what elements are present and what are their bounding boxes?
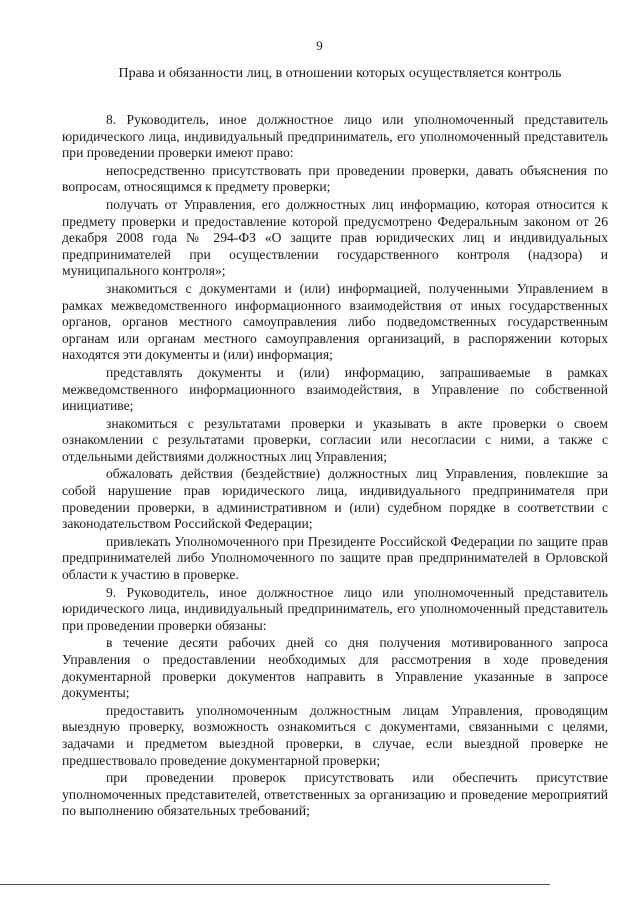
paragraph: предоставить уполномоченным должностным лицам Управления, проводящим выездную проверку, возможность ознакомиться с документами, связанными с целями, задачами и предметом выездной проверки, в случае, если выездной проверке не предшествовало проведение документарной проверки;	[62, 702, 608, 768]
paragraph: обжаловать действия (бездействие) должностных лиц Управления, повлекшие за собой нарушение прав юридического лица, индивидуального предпринимателя при проведении проверки, в административном и (или) судебном порядке в соответствии с законодательством Российской Федерации;	[62, 466, 608, 532]
section-heading: Права и обязанности лиц, в отношении которых осуществляется контроль	[118, 66, 562, 81]
paragraph-9: 9. Руководитель, иное должностное лицо или уполномоченный представитель юридического лица, индивидуальный предприниматель, его уполномоченный представитель при проведении проверки обязаны:	[62, 584, 608, 633]
paragraph: представлять документы и (или) информацию, запрашиваемые в рамках межведомственного информационного взаимодействия, в Управление по собственной инициативе;	[62, 364, 608, 414]
paragraph: привлекать Уполномоченного при Президенте Российской Федерации по защите прав предпринимателей либо Уполномоченного по защите прав предпринимателей в Орловской области к участию в проверке.	[62, 533, 608, 583]
paragraph: получать от Управления, его должностных лиц информацию, которая относится к предмету проверки и предоставление которой предусмотрено Федеральным законом от 26 декабря 2008 года № 294-ФЗ «О защите прав юридических лиц и индивидуальных предпринимателей при осуществлении государственного контроля (надзора) и муниципального контроля»;	[62, 196, 608, 279]
paragraph: знакомиться с документами и (или) информацией, полученными Управлением в рамках межведомственного информационного взаимодействия от иных государственных органов, органов местного самоуправления либо подведомственных государственным органам или органам местного самоуправления организаций, в распоряжении которых находятся эти документы и (или) информация;	[62, 280, 608, 363]
paragraph: знакомиться с результатами проверки и указывать в акте проверки о своем ознакомлении с результатами проверки, согласии или несогласии с ними, а также с отдельными действиями должностных лиц Управления;	[62, 415, 608, 464]
page-number: 9	[316, 38, 323, 53]
paragraph: в течение десяти рабочих дней со дня получения мотивированного запроса Управления о предоставлении необходимых для рассмотрения в ходе проведения документарной проверки документов направить в Управление указанные в запросе документы;	[62, 635, 608, 701]
paragraph: при проведении проверок присутствовать или обеспечить присутствие уполномоченных представителей, ответственных за организацию и проведение мероприятий по выполнению обязательных требований;	[62, 770, 608, 819]
paragraph-8: 8. Руководитель, иное должностное лицо или уполномоченный представитель юридического лица, индивидуальный предприниматель, его уполномоченный представитель при проведении проверки имеют право:	[62, 112, 608, 161]
document-body	[62, 112, 608, 821]
footer-divider	[0, 884, 550, 885]
paragraph: непосредственно присутствовать при проведении проверки, давать объяснения по вопросам, относящимся к предмету проверки;	[62, 162, 608, 195]
